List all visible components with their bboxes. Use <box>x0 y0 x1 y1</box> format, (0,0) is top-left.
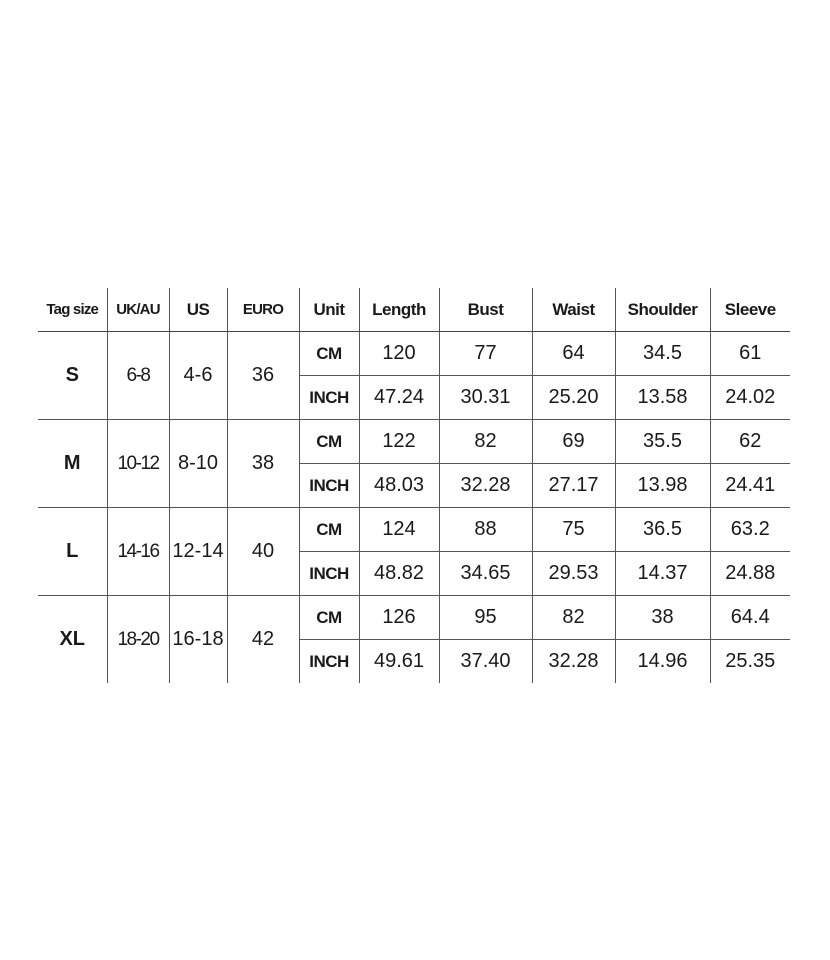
size-label: S <box>38 332 107 420</box>
header-bust: Bust <box>439 288 532 332</box>
header-unit: Unit <box>299 288 359 332</box>
waist-value: 27.17 <box>532 464 615 508</box>
shoulder-value: 35.5 <box>615 420 710 464</box>
length-value: 120 <box>359 332 439 376</box>
bust-value: 95 <box>439 596 532 640</box>
bust-value: 37.40 <box>439 640 532 684</box>
euro-value: 38 <box>227 420 299 508</box>
sleeve-value: 61 <box>710 332 790 376</box>
header-tag-size: Tag size <box>38 288 107 332</box>
uk-au-value: 14-16 <box>107 508 169 596</box>
sleeve-value: 24.02 <box>710 376 790 420</box>
shoulder-value: 13.98 <box>615 464 710 508</box>
shoulder-value: 34.5 <box>615 332 710 376</box>
size-label: M <box>38 420 107 508</box>
table-row <box>38 332 790 376</box>
length-value: 47.24 <box>359 376 439 420</box>
shoulder-value: 36.5 <box>615 508 710 552</box>
uk-au-value: 10-12 <box>107 420 169 508</box>
bust-value: 82 <box>439 420 532 464</box>
length-value: 122 <box>359 420 439 464</box>
size-label: L <box>38 508 107 596</box>
sleeve-value: 24.41 <box>710 464 790 508</box>
length-value: 126 <box>359 596 439 640</box>
waist-value: 82 <box>532 596 615 640</box>
header-uk-au: UK/AU <box>107 288 169 332</box>
unit-cm: CM <box>299 596 359 640</box>
euro-value: 36 <box>227 332 299 420</box>
length-value: 48.03 <box>359 464 439 508</box>
us-value: 12-14 <box>169 508 227 596</box>
waist-value: 75 <box>532 508 615 552</box>
unit-cm: CM <box>299 508 359 552</box>
sleeve-value: 24.88 <box>710 552 790 596</box>
sleeve-value: 62 <box>710 420 790 464</box>
header-row <box>38 288 790 332</box>
shoulder-value: 14.96 <box>615 640 710 684</box>
unit-inch: INCH <box>299 552 359 596</box>
euro-value: 42 <box>227 596 299 684</box>
shoulder-value: 14.37 <box>615 552 710 596</box>
size-chart-table <box>38 288 790 683</box>
table-row <box>38 420 790 464</box>
bust-value: 34.65 <box>439 552 532 596</box>
length-value: 124 <box>359 508 439 552</box>
uk-au-value: 6-8 <box>107 332 169 420</box>
waist-value: 25.20 <box>532 376 615 420</box>
uk-au-value: 18-20 <box>107 596 169 684</box>
waist-value: 64 <box>532 332 615 376</box>
table-row <box>38 596 790 640</box>
sleeve-value: 25.35 <box>710 640 790 684</box>
table-row <box>38 508 790 552</box>
waist-value: 29.53 <box>532 552 615 596</box>
unit-inch: INCH <box>299 640 359 684</box>
unit-cm: CM <box>299 420 359 464</box>
euro-value: 40 <box>227 508 299 596</box>
header-waist: Waist <box>532 288 615 332</box>
shoulder-value: 38 <box>615 596 710 640</box>
size-label: XL <box>59 628 86 650</box>
header-length: Length <box>359 288 439 332</box>
waist-value: 32.28 <box>532 640 615 684</box>
shoulder-value: 13.58 <box>615 376 710 420</box>
header-sleeve: Sleeve <box>710 288 790 332</box>
length-value: 49.61 <box>359 640 439 684</box>
sleeve-value: 63.2 <box>710 508 790 552</box>
bust-value: 77 <box>439 332 532 376</box>
unit-inch: INCH <box>299 464 359 508</box>
us-value: 16-18 <box>169 596 227 684</box>
header-us: US <box>169 288 227 332</box>
length-value: 48.82 <box>359 552 439 596</box>
header-shoulder: Shoulder <box>615 288 710 332</box>
unit-inch: INCH <box>299 376 359 420</box>
us-value: 8-10 <box>169 420 227 508</box>
bust-value: 32.28 <box>439 464 532 508</box>
us-value: 4-6 <box>169 332 227 420</box>
waist-value: 69 <box>532 420 615 464</box>
unit-cm: CM <box>299 332 359 376</box>
sleeve-value: 64.4 <box>710 596 790 640</box>
header-euro: EURO <box>227 288 299 332</box>
bust-value: 88 <box>439 508 532 552</box>
bust-value: 30.31 <box>439 376 532 420</box>
